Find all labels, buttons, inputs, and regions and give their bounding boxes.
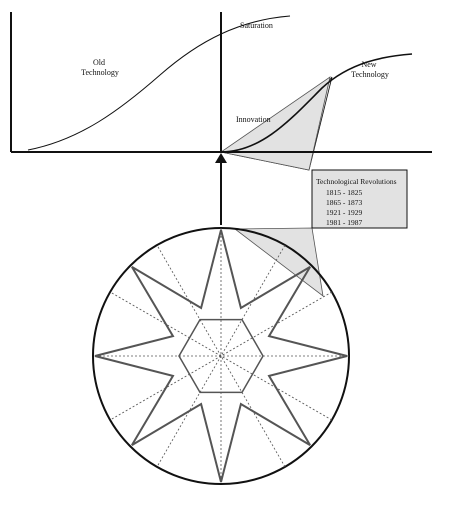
- old-technology-label: Old Technology: [81, 58, 119, 77]
- revolution-period: 1815 - 1825: [326, 188, 363, 197]
- revolution-period: 1865 - 1873: [326, 198, 363, 207]
- revolution-period: 1981 - 1987: [326, 218, 363, 227]
- revolutions-box-title: Technological Revolutions: [316, 177, 397, 186]
- new-technology-label: New Technology: [351, 60, 389, 79]
- innovation-label: Innovation: [236, 115, 271, 124]
- saturation-label: Saturation: [240, 21, 273, 30]
- arrow-up-icon: [215, 153, 227, 163]
- old-technology-curve: [28, 16, 290, 150]
- revolution-period: 1921 - 1929: [326, 208, 363, 217]
